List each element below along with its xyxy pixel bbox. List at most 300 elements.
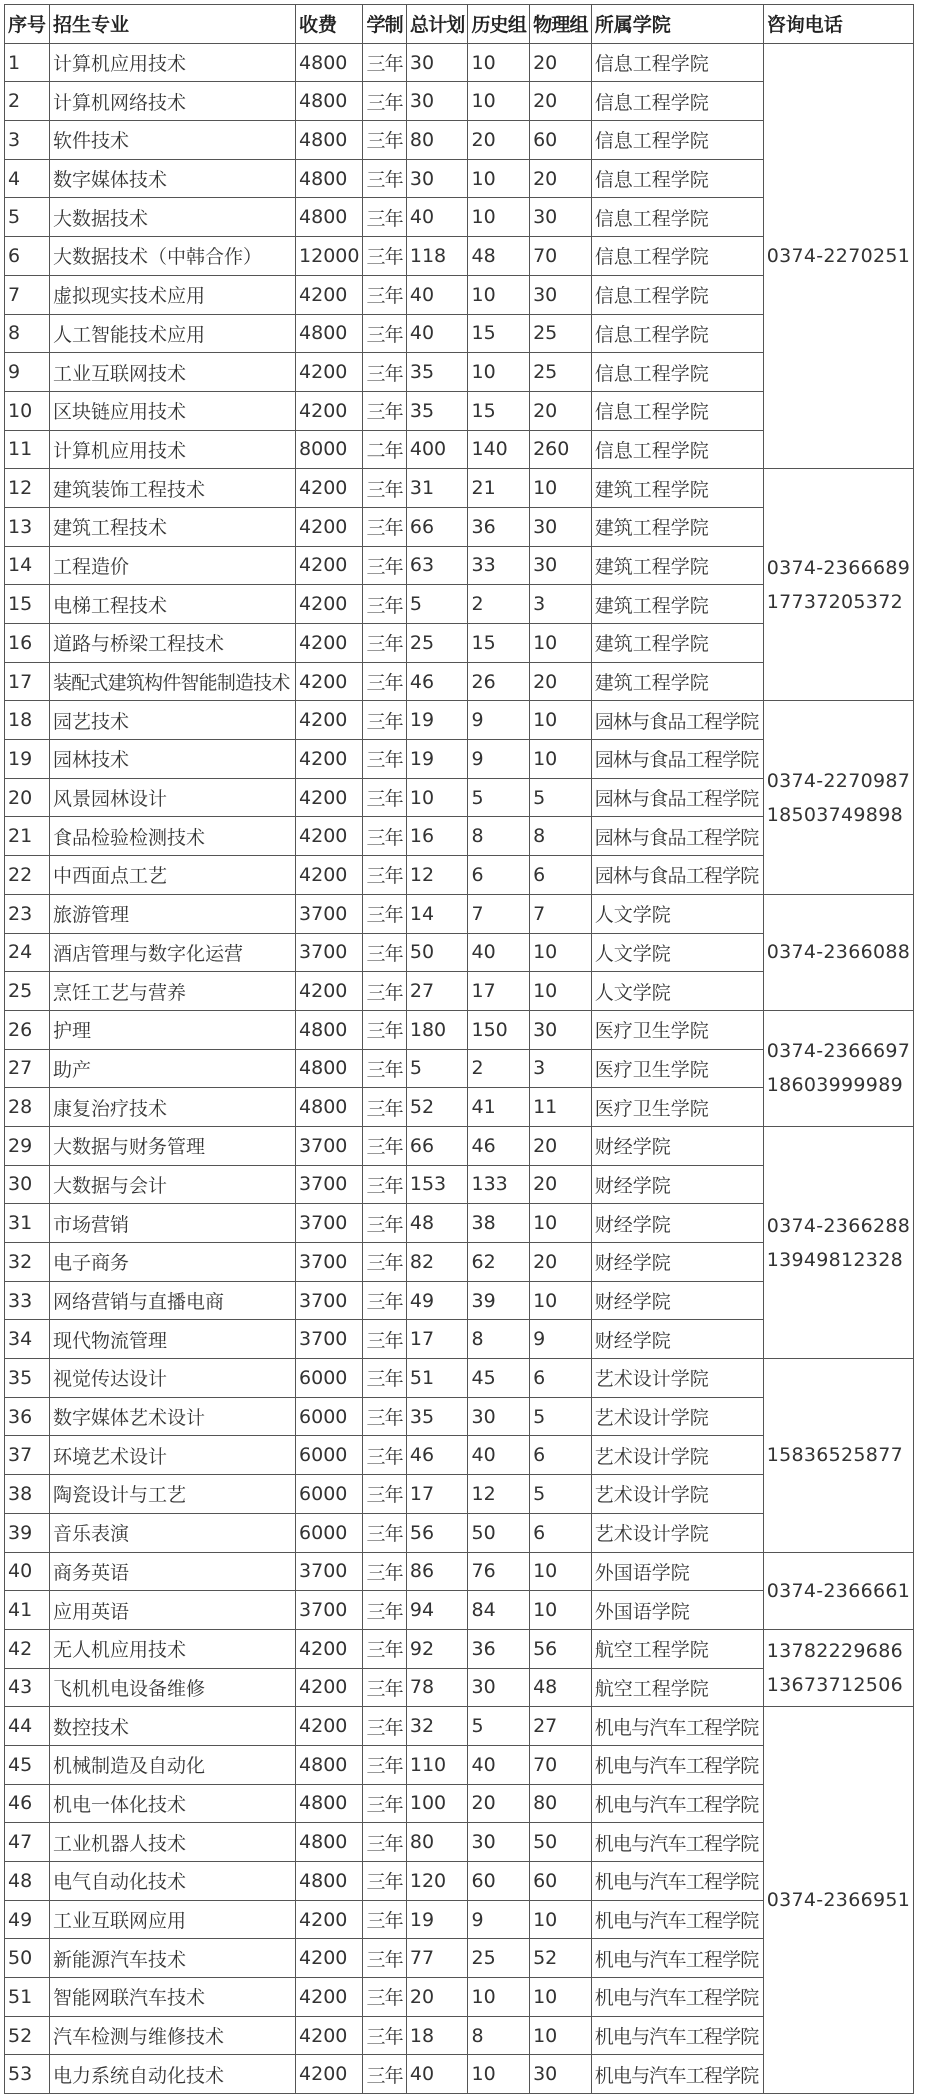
college-name: 航空工程学院 xyxy=(591,1668,763,1707)
major-name: 大数据与会计 xyxy=(50,1165,296,1204)
total-plan: 10 xyxy=(406,778,468,817)
row-index: 45 xyxy=(5,1745,50,1784)
phone-number[interactable]: 0374-2366689 xyxy=(766,556,911,579)
row-index: 36 xyxy=(5,1397,50,1436)
major-name: 护理 xyxy=(50,1010,296,1049)
admission-plan-table xyxy=(4,4,914,2094)
physics-group: 11 xyxy=(530,1088,592,1127)
college-name: 信息工程学院 xyxy=(591,430,763,469)
total-plan: 50 xyxy=(406,933,468,972)
phone-number[interactable]: 0374-2366661 xyxy=(766,1579,911,1602)
total-plan: 25 xyxy=(406,624,468,663)
physics-group: 27 xyxy=(530,1707,592,1746)
duration: 三年 xyxy=(363,546,406,585)
major-name: 电梯工程技术 xyxy=(50,585,296,624)
row-index: 7 xyxy=(5,275,50,314)
row-index: 30 xyxy=(5,1165,50,1204)
college-name: 信息工程学院 xyxy=(591,391,763,430)
fee: 4200 xyxy=(296,1668,363,1707)
fee: 4200 xyxy=(296,662,363,701)
fee: 3700 xyxy=(296,1204,363,1243)
duration: 三年 xyxy=(363,275,406,314)
fee: 4200 xyxy=(296,1900,363,1939)
fee: 4200 xyxy=(296,546,363,585)
major-name: 建筑工程技术 xyxy=(50,507,296,546)
duration: 三年 xyxy=(363,1049,406,1088)
total-plan: 49 xyxy=(406,1281,468,1320)
history-group: 15 xyxy=(468,624,530,663)
physics-group: 10 xyxy=(530,972,592,1011)
major-name: 旅游管理 xyxy=(50,894,296,933)
phone-number[interactable]: 13782229686 xyxy=(766,1640,903,1663)
college-name: 财经学院 xyxy=(591,1126,763,1165)
row-index: 53 xyxy=(5,2055,50,2094)
duration: 三年 xyxy=(363,1823,406,1862)
history-group: 25 xyxy=(468,1939,530,1978)
college-name: 艺术设计学院 xyxy=(591,1513,763,1552)
fee: 4800 xyxy=(296,314,363,353)
contact-phone-cell xyxy=(763,1629,913,1706)
fee: 4200 xyxy=(296,585,363,624)
major-name: 数字媒体技术 xyxy=(50,159,296,198)
total-plan: 400 xyxy=(406,430,468,469)
contact-phone-cell xyxy=(763,469,913,701)
physics-group: 6 xyxy=(530,1359,592,1398)
row-index: 47 xyxy=(5,1823,50,1862)
fee: 4800 xyxy=(296,1010,363,1049)
college-name: 外国语学院 xyxy=(591,1591,763,1630)
total-plan: 20 xyxy=(406,1978,468,2017)
physics-group: 10 xyxy=(530,1204,592,1243)
row-index: 39 xyxy=(5,1513,50,1552)
history-group: 10 xyxy=(468,82,530,121)
major-name: 音乐表演 xyxy=(50,1513,296,1552)
history-group: 62 xyxy=(468,1243,530,1282)
phone-number[interactable]: 0374-2366951 xyxy=(766,1889,911,1912)
total-plan: 82 xyxy=(406,1243,468,1282)
history-group: 38 xyxy=(468,1204,530,1243)
duration: 三年 xyxy=(363,817,406,856)
total-plan: 31 xyxy=(406,469,468,508)
table-row xyxy=(5,1010,914,1049)
fee: 4200 xyxy=(296,778,363,817)
major-name: 烹饪工艺与营养 xyxy=(50,972,296,1011)
fee: 6000 xyxy=(296,1397,363,1436)
college-name: 信息工程学院 xyxy=(591,43,763,82)
college-name: 园林与食品工程学院 xyxy=(591,817,763,856)
phone-number[interactable]: 0374-2270987 xyxy=(766,769,911,792)
row-index: 42 xyxy=(5,1629,50,1668)
major-name: 区块链应用技术 xyxy=(50,391,296,430)
history-group: 39 xyxy=(468,1281,530,1320)
total-plan: 52 xyxy=(406,1088,468,1127)
history-group: 5 xyxy=(468,1707,530,1746)
total-plan: 19 xyxy=(406,740,468,779)
major-name: 环境艺术设计 xyxy=(50,1436,296,1475)
duration: 三年 xyxy=(363,894,406,933)
row-index: 9 xyxy=(5,353,50,392)
college-name: 园林与食品工程学院 xyxy=(591,740,763,779)
history-group: 140 xyxy=(468,430,530,469)
physics-group: 10 xyxy=(530,1900,592,1939)
major-name: 电气自动化技术 xyxy=(50,1862,296,1901)
major-name: 网络营销与直播电商 xyxy=(50,1281,296,1320)
physics-group: 20 xyxy=(530,82,592,121)
duration: 三年 xyxy=(363,2016,406,2055)
college-name: 艺术设计学院 xyxy=(591,1397,763,1436)
history-group: 36 xyxy=(468,507,530,546)
college-name: 建筑工程学院 xyxy=(591,546,763,585)
row-index: 34 xyxy=(5,1320,50,1359)
major-name: 飞机机电设备维修 xyxy=(50,1668,296,1707)
fee: 4200 xyxy=(296,701,363,740)
physics-group: 60 xyxy=(530,121,592,160)
total-plan: 5 xyxy=(406,585,468,624)
duration: 三年 xyxy=(363,2055,406,2094)
table-row xyxy=(5,1359,914,1398)
physics-group: 80 xyxy=(530,1784,592,1823)
fee: 4200 xyxy=(296,2016,363,2055)
row-index: 14 xyxy=(5,546,50,585)
college-name: 财经学院 xyxy=(591,1320,763,1359)
phone-number[interactable]: 18503749898 xyxy=(766,803,903,826)
physics-group: 8 xyxy=(530,817,592,856)
history-group: 10 xyxy=(468,159,530,198)
row-index: 2 xyxy=(5,82,50,121)
contact-phone-cell xyxy=(763,43,913,469)
duration: 三年 xyxy=(363,1939,406,1978)
college-name: 航空工程学院 xyxy=(591,1629,763,1668)
table-row xyxy=(5,1552,914,1591)
total-plan: 35 xyxy=(406,353,468,392)
fee: 3700 xyxy=(296,894,363,933)
physics-group: 260 xyxy=(530,430,592,469)
history-group: 41 xyxy=(468,1088,530,1127)
row-index: 48 xyxy=(5,1862,50,1901)
major-name: 计算机应用技术 xyxy=(50,43,296,82)
duration: 三年 xyxy=(363,507,406,546)
history-group: 10 xyxy=(468,353,530,392)
total-plan: 40 xyxy=(406,275,468,314)
row-index: 37 xyxy=(5,1436,50,1475)
fee: 4800 xyxy=(296,121,363,160)
physics-group: 5 xyxy=(530,1397,592,1436)
fee: 4800 xyxy=(296,82,363,121)
duration: 二年 xyxy=(363,430,406,469)
major-name: 智能网联汽车技术 xyxy=(50,1978,296,2017)
college-name: 机电与汽车工程学院 xyxy=(591,1823,763,1862)
fee: 3700 xyxy=(296,1243,363,1282)
total-plan: 17 xyxy=(406,1475,468,1514)
row-index: 15 xyxy=(5,585,50,624)
row-index: 28 xyxy=(5,1088,50,1127)
row-index: 25 xyxy=(5,972,50,1011)
total-plan: 30 xyxy=(406,82,468,121)
row-index: 18 xyxy=(5,701,50,740)
row-index: 12 xyxy=(5,469,50,508)
fee: 4200 xyxy=(296,469,363,508)
row-index: 24 xyxy=(5,933,50,972)
major-name: 大数据技术 xyxy=(50,198,296,237)
duration: 三年 xyxy=(363,933,406,972)
total-plan: 35 xyxy=(406,391,468,430)
college-name: 机电与汽车工程学院 xyxy=(591,1978,763,2017)
college-name: 财经学院 xyxy=(591,1243,763,1282)
total-plan: 19 xyxy=(406,701,468,740)
physics-group: 30 xyxy=(530,546,592,585)
duration: 三年 xyxy=(363,353,406,392)
college-name: 外国语学院 xyxy=(591,1552,763,1591)
fee: 4800 xyxy=(296,1745,363,1784)
table-row xyxy=(5,1707,914,1746)
physics-group: 30 xyxy=(530,507,592,546)
phone-number[interactable]: 13949812328 xyxy=(766,1248,903,1271)
row-index: 22 xyxy=(5,856,50,895)
header-index: 序号 xyxy=(5,5,50,44)
duration: 三年 xyxy=(363,972,406,1011)
total-plan: 51 xyxy=(406,1359,468,1398)
fee: 6000 xyxy=(296,1513,363,1552)
history-group: 76 xyxy=(468,1552,530,1591)
college-name: 机电与汽车工程学院 xyxy=(591,2055,763,2094)
history-group: 133 xyxy=(468,1165,530,1204)
row-index: 1 xyxy=(5,43,50,82)
phone-number[interactable]: 17737205372 xyxy=(766,590,903,613)
college-name: 信息工程学院 xyxy=(591,159,763,198)
physics-group: 60 xyxy=(530,1862,592,1901)
duration: 三年 xyxy=(363,1900,406,1939)
fee: 4800 xyxy=(296,1823,363,1862)
history-group: 20 xyxy=(468,121,530,160)
duration: 三年 xyxy=(363,237,406,276)
history-group: 30 xyxy=(468,1668,530,1707)
total-plan: 100 xyxy=(406,1784,468,1823)
physics-group: 3 xyxy=(530,1049,592,1088)
duration: 三年 xyxy=(363,1591,406,1630)
duration: 三年 xyxy=(363,662,406,701)
fee: 4200 xyxy=(296,2055,363,2094)
history-group: 48 xyxy=(468,237,530,276)
history-group: 10 xyxy=(468,275,530,314)
row-index: 51 xyxy=(5,1978,50,2017)
college-name: 建筑工程学院 xyxy=(591,469,763,508)
college-name: 机电与汽车工程学院 xyxy=(591,2016,763,2055)
college-name: 机电与汽车工程学院 xyxy=(591,1745,763,1784)
major-name: 商务英语 xyxy=(50,1552,296,1591)
fee: 4800 xyxy=(296,1862,363,1901)
college-name: 人文学院 xyxy=(591,972,763,1011)
duration: 三年 xyxy=(363,469,406,508)
row-index: 46 xyxy=(5,1784,50,1823)
duration: 三年 xyxy=(363,585,406,624)
duration: 三年 xyxy=(363,391,406,430)
fee: 4800 xyxy=(296,159,363,198)
duration: 三年 xyxy=(363,1088,406,1127)
history-group: 30 xyxy=(468,1823,530,1862)
fee: 4200 xyxy=(296,856,363,895)
total-plan: 30 xyxy=(406,159,468,198)
duration: 三年 xyxy=(363,1745,406,1784)
physics-group: 20 xyxy=(530,1126,592,1165)
college-name: 医疗卫生学院 xyxy=(591,1088,763,1127)
history-group: 36 xyxy=(468,1629,530,1668)
physics-group: 30 xyxy=(530,275,592,314)
major-name: 道路与桥梁工程技术 xyxy=(50,624,296,663)
college-name: 信息工程学院 xyxy=(591,353,763,392)
major-name: 助产 xyxy=(50,1049,296,1088)
total-plan: 16 xyxy=(406,817,468,856)
fee: 8000 xyxy=(296,430,363,469)
physics-group: 10 xyxy=(530,469,592,508)
row-index: 5 xyxy=(5,198,50,237)
header-total-plan: 总计划 xyxy=(406,5,468,44)
major-name: 市场营销 xyxy=(50,1204,296,1243)
physics-group: 48 xyxy=(530,1668,592,1707)
contact-phone-cell xyxy=(763,1359,913,1552)
college-name: 医疗卫生学院 xyxy=(591,1010,763,1049)
total-plan: 118 xyxy=(406,237,468,276)
history-group: 8 xyxy=(468,1320,530,1359)
row-index: 41 xyxy=(5,1591,50,1630)
major-name: 工程造价 xyxy=(50,546,296,585)
fee: 4800 xyxy=(296,198,363,237)
college-name: 建筑工程学院 xyxy=(591,507,763,546)
physics-group: 10 xyxy=(530,1281,592,1320)
college-name: 医疗卫生学院 xyxy=(591,1049,763,1088)
header-duration: 学制 xyxy=(363,5,406,44)
header-phone: 咨询电话 xyxy=(763,5,913,44)
table-row xyxy=(5,701,914,740)
table-body xyxy=(5,43,914,2093)
history-group: 50 xyxy=(468,1513,530,1552)
physics-group: 6 xyxy=(530,1436,592,1475)
history-group: 40 xyxy=(468,1436,530,1475)
total-plan: 40 xyxy=(406,2055,468,2094)
row-index: 27 xyxy=(5,1049,50,1088)
duration: 三年 xyxy=(363,1320,406,1359)
duration: 三年 xyxy=(363,1204,406,1243)
fee: 4200 xyxy=(296,353,363,392)
physics-group: 10 xyxy=(530,1552,592,1591)
fee: 4200 xyxy=(296,1707,363,1746)
row-index: 8 xyxy=(5,314,50,353)
major-name: 中西面点工艺 xyxy=(50,856,296,895)
duration: 三年 xyxy=(363,624,406,663)
physics-group: 7 xyxy=(530,894,592,933)
history-group: 15 xyxy=(468,314,530,353)
physics-group: 30 xyxy=(530,1010,592,1049)
phone-number[interactable]: 13673712506 xyxy=(766,1674,903,1697)
fee: 4200 xyxy=(296,972,363,1011)
fee: 6000 xyxy=(296,1475,363,1514)
major-name: 工业机器人技术 xyxy=(50,1823,296,1862)
duration: 三年 xyxy=(363,1978,406,2017)
duration: 三年 xyxy=(363,1475,406,1514)
college-name: 机电与汽车工程学院 xyxy=(591,1862,763,1901)
duration: 三年 xyxy=(363,159,406,198)
physics-group: 5 xyxy=(530,1475,592,1514)
phone-number[interactable]: 15836525877 xyxy=(766,1444,903,1467)
phone-number[interactable]: 18603999989 xyxy=(766,1074,903,1097)
row-index: 52 xyxy=(5,2016,50,2055)
total-plan: 40 xyxy=(406,198,468,237)
physics-group: 20 xyxy=(530,1165,592,1204)
history-group: 46 xyxy=(468,1126,530,1165)
row-index: 44 xyxy=(5,1707,50,1746)
row-index: 21 xyxy=(5,817,50,856)
physics-group: 52 xyxy=(530,1939,592,1978)
row-index: 50 xyxy=(5,1939,50,1978)
duration: 三年 xyxy=(363,856,406,895)
history-group: 2 xyxy=(468,1049,530,1088)
major-name: 建筑装饰工程技术 xyxy=(50,469,296,508)
major-name: 汽车检测与维修技术 xyxy=(50,2016,296,2055)
history-group: 10 xyxy=(468,2055,530,2094)
college-name: 建筑工程学院 xyxy=(591,662,763,701)
physics-group: 30 xyxy=(530,2055,592,2094)
history-group: 17 xyxy=(468,972,530,1011)
row-index: 19 xyxy=(5,740,50,779)
physics-group: 25 xyxy=(530,314,592,353)
fee: 4200 xyxy=(296,740,363,779)
history-group: 10 xyxy=(468,43,530,82)
row-index: 11 xyxy=(5,430,50,469)
major-name: 计算机应用技术 xyxy=(50,430,296,469)
physics-group: 20 xyxy=(530,391,592,430)
total-plan: 153 xyxy=(406,1165,468,1204)
phone-number[interactable]: 0374-2366088 xyxy=(766,941,911,964)
row-index: 49 xyxy=(5,1900,50,1939)
major-name: 酒店管理与数字化运营 xyxy=(50,933,296,972)
phone-number[interactable]: 0374-2366697 xyxy=(766,1040,911,1063)
physics-group: 70 xyxy=(530,1745,592,1784)
duration: 三年 xyxy=(363,1668,406,1707)
history-group: 9 xyxy=(468,1900,530,1939)
fee: 4200 xyxy=(296,817,363,856)
history-group: 9 xyxy=(468,740,530,779)
fee: 4200 xyxy=(296,1629,363,1668)
history-group: 6 xyxy=(468,856,530,895)
history-group: 40 xyxy=(468,1745,530,1784)
history-group: 10 xyxy=(468,1978,530,2017)
phone-number[interactable]: 0374-2270251 xyxy=(766,244,911,267)
college-name: 信息工程学院 xyxy=(591,314,763,353)
history-group: 150 xyxy=(468,1010,530,1049)
total-plan: 48 xyxy=(406,1204,468,1243)
major-name: 计算机网络技术 xyxy=(50,82,296,121)
fee: 4200 xyxy=(296,624,363,663)
history-group: 2 xyxy=(468,585,530,624)
total-plan: 80 xyxy=(406,121,468,160)
row-index: 23 xyxy=(5,894,50,933)
college-name: 信息工程学院 xyxy=(591,121,763,160)
total-plan: 86 xyxy=(406,1552,468,1591)
physics-group: 5 xyxy=(530,778,592,817)
phone-number[interactable]: 0374-2366288 xyxy=(766,1214,911,1237)
college-name: 机电与汽车工程学院 xyxy=(591,1900,763,1939)
college-name: 信息工程学院 xyxy=(591,82,763,121)
fee: 3700 xyxy=(296,1320,363,1359)
admission-table-container xyxy=(4,4,914,2094)
college-name: 艺术设计学院 xyxy=(591,1475,763,1514)
college-name: 人文学院 xyxy=(591,933,763,972)
college-name: 财经学院 xyxy=(591,1204,763,1243)
fee: 4800 xyxy=(296,1088,363,1127)
major-name: 园林技术 xyxy=(50,740,296,779)
fee: 3700 xyxy=(296,1591,363,1630)
history-group: 30 xyxy=(468,1397,530,1436)
table-row xyxy=(5,894,914,933)
